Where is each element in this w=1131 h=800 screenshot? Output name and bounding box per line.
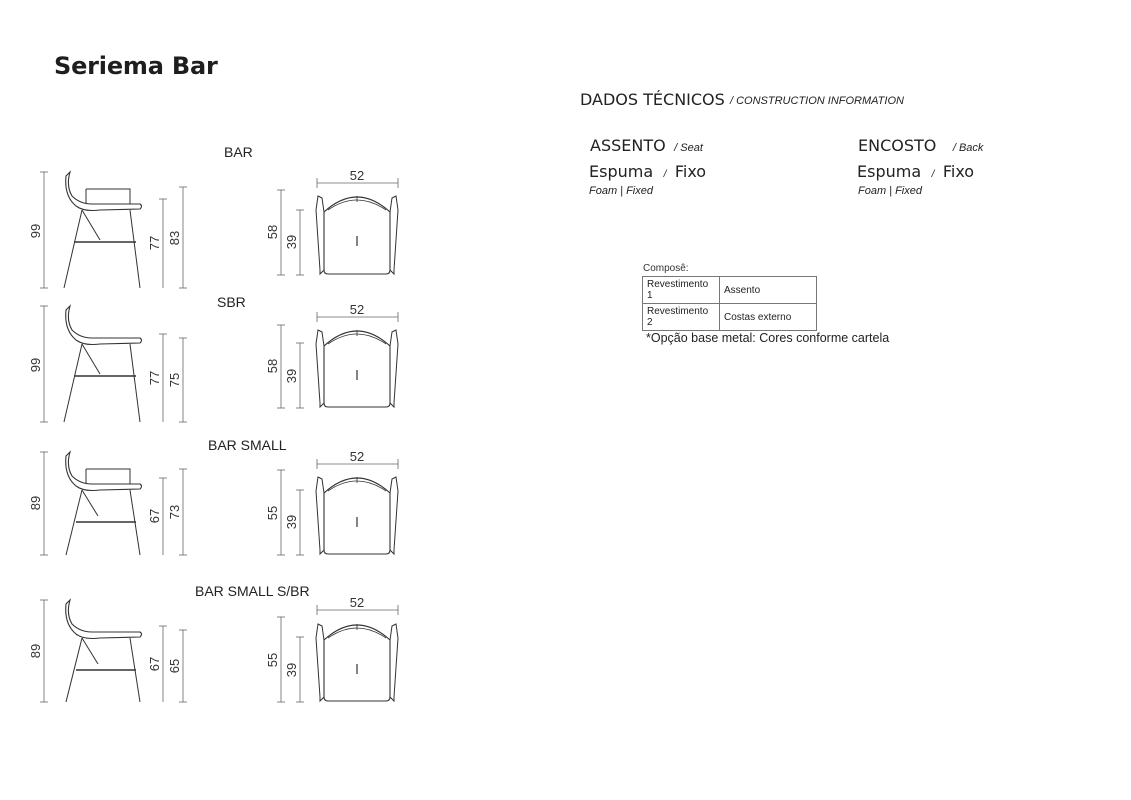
seat-material-a: Espuma — [589, 162, 654, 181]
variant-label-bar: BAR — [224, 144, 253, 160]
seat-material — [589, 162, 706, 182]
dim-width: 52 — [349, 449, 365, 464]
composition-name: Revestimento 2 — [643, 304, 720, 331]
dim-seat-height: 67 — [147, 656, 162, 672]
back-material-b: Fixo — [942, 162, 975, 181]
table-row — [643, 304, 817, 331]
dim-front-total: 55 — [265, 652, 280, 668]
composition-value: Assento — [720, 277, 817, 304]
dim-arm-height: 73 — [167, 504, 182, 520]
dim-front-total: 55 — [265, 505, 280, 521]
side-view-sbr — [40, 306, 187, 422]
dim-front-seat: 39 — [284, 514, 299, 530]
table-row — [643, 277, 817, 304]
dim-front-total: 58 — [265, 224, 280, 240]
front-view-bar-small — [277, 459, 398, 555]
variant-label-bar-small: BAR SMALL — [208, 437, 287, 453]
dim-front-seat: 39 — [284, 662, 299, 678]
side-view-bar-small — [40, 452, 187, 555]
seat-title: ASSENTO — [590, 136, 666, 155]
composition-value: Costas externo — [720, 304, 817, 331]
front-view-bar — [277, 178, 398, 275]
metal-base-note: *Opção base metal: Cores conforme cartela — [646, 331, 890, 345]
composition-label: Composê: — [643, 263, 689, 274]
dim-front-total: 58 — [265, 358, 280, 374]
dim-seat-height: 77 — [147, 235, 162, 251]
seat-separator: / — [663, 169, 667, 180]
dim-arm-height: 65 — [167, 658, 182, 674]
side-view-bar — [40, 172, 187, 288]
seat-material-b: Fixo — [674, 162, 707, 181]
seat-section — [590, 136, 703, 156]
back-material — [857, 162, 974, 182]
seat-material-en: Foam | Fixed — [589, 185, 653, 197]
back-separator: / — [931, 169, 935, 180]
front-view-sbr — [277, 312, 398, 408]
dim-width: 52 — [349, 595, 365, 610]
composition-name: Revestimento 1 — [643, 277, 720, 304]
variant-label-sbr: SBR — [217, 294, 246, 310]
dim-seat-height: 77 — [147, 370, 162, 386]
side-view-bar-small-sbr — [40, 600, 187, 702]
technical-title: DADOS TÉCNICOS — [580, 90, 725, 109]
back-title-en: / Back — [952, 142, 984, 154]
back-material-en: Foam | Fixed — [858, 185, 922, 197]
back-title: ENCOSTO — [858, 136, 937, 155]
dim-front-seat: 39 — [284, 234, 299, 250]
technical-subtitle: / CONSTRUCTION INFORMATION — [730, 95, 904, 107]
back-material-a: Espuma — [857, 162, 922, 181]
dim-width: 52 — [349, 168, 365, 183]
dim-total-height: 99 — [28, 357, 43, 373]
variant-label-bar-small-sbr: BAR SMALL S/BR — [195, 583, 310, 599]
page-title: Seriema Bar — [54, 52, 218, 80]
dim-arm-height: 75 — [167, 372, 182, 388]
composition-table — [642, 276, 817, 331]
seat-title-en: / Seat — [674, 142, 703, 154]
back-section — [858, 136, 983, 156]
dim-total-height: 99 — [28, 223, 43, 239]
dim-total-height: 89 — [28, 643, 43, 659]
dim-total-height: 89 — [28, 495, 43, 511]
front-view-bar-small-sbr — [277, 605, 398, 702]
dim-front-seat: 39 — [284, 368, 299, 384]
dim-seat-height: 67 — [147, 508, 162, 524]
dim-arm-height: 83 — [167, 230, 182, 246]
dim-width: 52 — [349, 302, 365, 317]
